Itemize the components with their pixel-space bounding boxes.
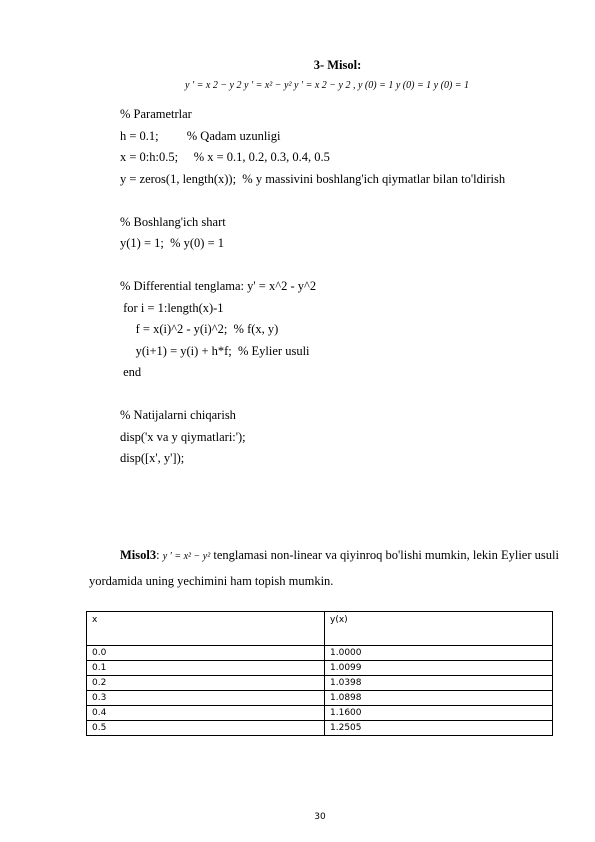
code-line: y(i+1) = y(i) + h*f; % Eylier usuli xyxy=(120,343,310,358)
code-line: x = 0:h:0.5; % x = 0.1, 0.2, 0.3, 0.4, 0.5 xyxy=(120,150,330,164)
cell-x: 0.3 xyxy=(87,691,325,706)
code-line xyxy=(120,255,505,277)
code-line: y(1) = 1; % y(0) = 1 xyxy=(120,236,225,250)
cell-x: 0.4 xyxy=(87,706,325,721)
results-table xyxy=(86,611,553,736)
table-row xyxy=(87,706,553,721)
misol3-text: tenglamasi non-linear va qiyinroq bo'lishi mumkin, lekin Eylier usuli yordamida uning yechimini ham topish mumkin. xyxy=(89,548,559,588)
misol3-equation: y ′ = x² − y² xyxy=(162,551,211,562)
table-row xyxy=(87,661,553,676)
cell-y: 1.1600 xyxy=(325,706,553,721)
cell-y: 1.0000 xyxy=(325,646,553,661)
code-line: % Parametrlar xyxy=(120,107,192,121)
misol3-colon: : xyxy=(156,548,163,562)
code-line xyxy=(120,190,505,212)
cell-x: 0.5 xyxy=(87,721,325,736)
code-line: % Differential tenglama: y' = x^2 - y^2 xyxy=(120,279,317,293)
cell-y: 1.0398 xyxy=(325,676,553,691)
cell-y: 1.0898 xyxy=(325,691,553,706)
table-header-row xyxy=(87,612,553,646)
code-line: y = zeros(1, length(x)); % y massivini boshlang'ich qiymatlar bilan to'ldirish xyxy=(120,171,506,186)
code-line: disp('x va y qiymatlari:'); xyxy=(120,429,246,444)
matlab-code-block xyxy=(120,104,505,470)
code-line: for i = 1:length(x)-1 xyxy=(120,300,224,315)
column-header-yx: y(x) xyxy=(325,612,553,646)
code-line: h = 0.1; % Qadam uzunligi xyxy=(120,128,281,143)
section-heading: 3- Misol: xyxy=(313,58,362,72)
code-line: end xyxy=(120,365,142,379)
code-line: % Boshlang'ich shart xyxy=(120,214,226,229)
code-line: f = x(i)^2 - y(i)^2; % f(x, y) xyxy=(120,322,279,336)
misol3-label: Misol3 xyxy=(120,548,157,562)
cell-x: 0.0 xyxy=(87,646,325,661)
table-row xyxy=(87,721,553,736)
table-row xyxy=(87,691,553,706)
page-number: 30 xyxy=(314,812,326,822)
table-row xyxy=(87,646,553,661)
code-line: disp([x', y']); xyxy=(120,451,185,465)
code-line: % Natijalarni chiqarish xyxy=(120,408,236,422)
code-line xyxy=(120,384,505,406)
ode-equation: y ′ = x 2 − y 2 y ′ = x² − y² y ′ = x 2 − y 2 , y (0) = 1 y (0) = 1 y (0) = 1 xyxy=(185,80,470,91)
column-header-x: x xyxy=(87,612,325,646)
cell-y: 1.0099 xyxy=(325,661,553,676)
cell-y: 1.2505 xyxy=(325,721,553,736)
table-row xyxy=(87,676,553,691)
misol3-paragraph xyxy=(89,543,569,593)
cell-x: 0.2 xyxy=(87,676,325,691)
cell-x: 0.1 xyxy=(87,661,325,676)
